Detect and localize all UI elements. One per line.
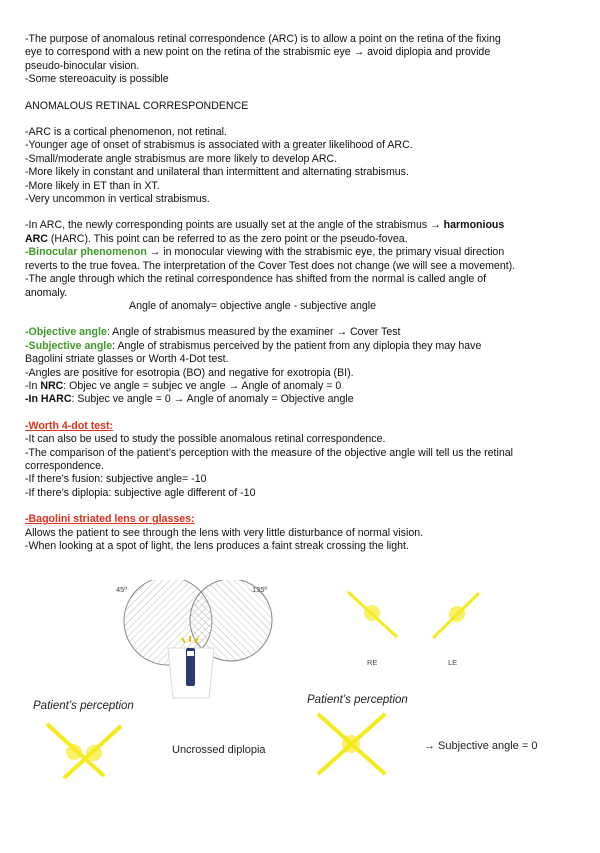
arc-line: anomaly. — [25, 286, 68, 299]
arc-line — [25, 246, 585, 259]
subjective-angle-zero-caption: → Subjective angle = 0 — [424, 740, 538, 752]
arc-text: -In ARC, the newly corresponding points are usually set at the angle of the strabismus → — [25, 219, 444, 232]
bagolini-line: -When looking at a spot of light, the lens produces a faint streak crossing the light. — [25, 540, 409, 552]
worth-test-title: -Worth 4-dot test: — [25, 419, 114, 432]
worth-line: -The comparison of the patient’s perception with the measure of the objective angle will tell us the retinal — [25, 446, 513, 459]
re-label: RE — [367, 658, 378, 667]
worth-line: -If there’s fusion: subjective angle= -10 — [25, 473, 207, 486]
anomaly-formula: Angle of anomaly= objective angle - subjective angle — [129, 299, 377, 312]
worth-line: -It can also be used to study the possible anomalous retinal correspondence. — [25, 433, 386, 446]
subjective-angle-text: : Angle of strabismus perceived by the patient from any diplopia they may have — [112, 339, 482, 352]
le-label: LE — [448, 658, 458, 667]
angle-sign-line: -Angles are positive for esotropia (BO) and negative for exotropia (BI). — [25, 366, 354, 379]
arc-line: reverts to the true fovea. The interpretation of the Cover Test does not change (we will see a movement). — [25, 259, 516, 272]
perception-left-caption: Patient’s perception — [33, 700, 134, 712]
perception-right-caption: Patient’s perception — [307, 694, 408, 706]
streak-line — [433, 593, 479, 638]
left-lens-angle: 45º — [116, 585, 128, 594]
arc-term: ARC — [25, 232, 48, 245]
arc-line — [25, 233, 585, 246]
intro-line: -The purpose of anomalous retinal correspondence (ARC) is to allow a point on the retina of the fixing — [25, 33, 501, 45]
fact-line: -Small/moderate angle strabismus are more likely to develop ARC. — [25, 152, 338, 165]
uncrossed-diplopia-caption: Uncrossed diplopia — [172, 744, 266, 756]
subjective-angle-line: Bagolini striate glasses or Worth 4-Dot test. — [25, 353, 229, 366]
fact-line: -ARC is a cortical phenomenon, not retinal. — [25, 126, 227, 139]
objective-angle-term: -Objective angle — [25, 326, 107, 339]
nrc-line — [25, 380, 585, 393]
fact-line: -More likely in constant and unilateral than intermittent and alternating strabismus. — [25, 166, 409, 179]
harc-line — [25, 393, 585, 406]
nrc-term: NRC — [40, 379, 64, 392]
subjective-angle-term: -Subjective angle — [25, 339, 113, 352]
re-streak — [348, 592, 397, 637]
harc-term: -In HARC — [25, 393, 72, 406]
le-streak — [433, 593, 479, 638]
arc-text: → in monocular viewing with the strabismic eye, the primary visual direction — [146, 246, 505, 259]
fact-line: -Very uncommon in vertical strabismus. — [25, 193, 210, 206]
intro-line: -Some stereoacuity is possible — [25, 73, 169, 86]
subjective-angle-line — [25, 340, 585, 353]
arc-line: -The angle through which the retinal correspondence has shifted from the normal is called angle of — [25, 273, 487, 286]
objective-angle-text: : Angle of strabismus measured by the examiner → Cover Test — [106, 326, 401, 339]
bagolini-title: -Bagolini striated lens or glasses: — [25, 513, 195, 526]
harc-text: : Subjec ve angle = 0 → Angle of anomaly = Objective angle — [71, 393, 354, 406]
uncrossed-diplopia-drawing — [47, 724, 121, 778]
objective-angle-line — [25, 326, 585, 339]
streak-line — [348, 592, 397, 637]
bagolini-figure — [0, 580, 600, 848]
worth-line: correspondence. — [25, 459, 104, 472]
document-body — [25, 33, 585, 553]
intro-line: eye to correspond with a new point on the retina of the strabismic eye → avoid diplopia and provide — [25, 46, 491, 59]
fused-perception-drawing — [318, 714, 385, 774]
bagolini-illustration — [0, 580, 600, 848]
bagolini-line: Allows the patient to see through the lens with very little disturbance of normal vision. — [25, 526, 424, 539]
right-lens-angle: 135º — [252, 585, 268, 594]
nrc-prefix: -In — [25, 379, 41, 392]
binocular-phenomenon-term: -Binocular phenomenon — [25, 246, 147, 259]
nrc-text: : Objec ve angle = subjec ve angle → Angle of anomaly = 0 — [63, 379, 342, 392]
intro-line: pseudo-binocular vision. — [25, 59, 140, 72]
fact-line: -More likely in ET than in XT. — [25, 179, 160, 192]
section-heading: ANOMALOUS RETINAL CORRESPONDENCE — [25, 99, 249, 112]
arc-line — [25, 219, 585, 232]
fact-line: -Younger age of onset of strabismus is associated with a greater likelihood of ARC. — [25, 139, 413, 152]
arc-text: (HARC). This point can be referred to as the zero point or the pseudo-fovea. — [47, 232, 408, 245]
harmonious-term: harmonious — [443, 219, 505, 232]
worth-line: -If there’s diplopia: subjective agle different of -10 — [25, 486, 256, 499]
